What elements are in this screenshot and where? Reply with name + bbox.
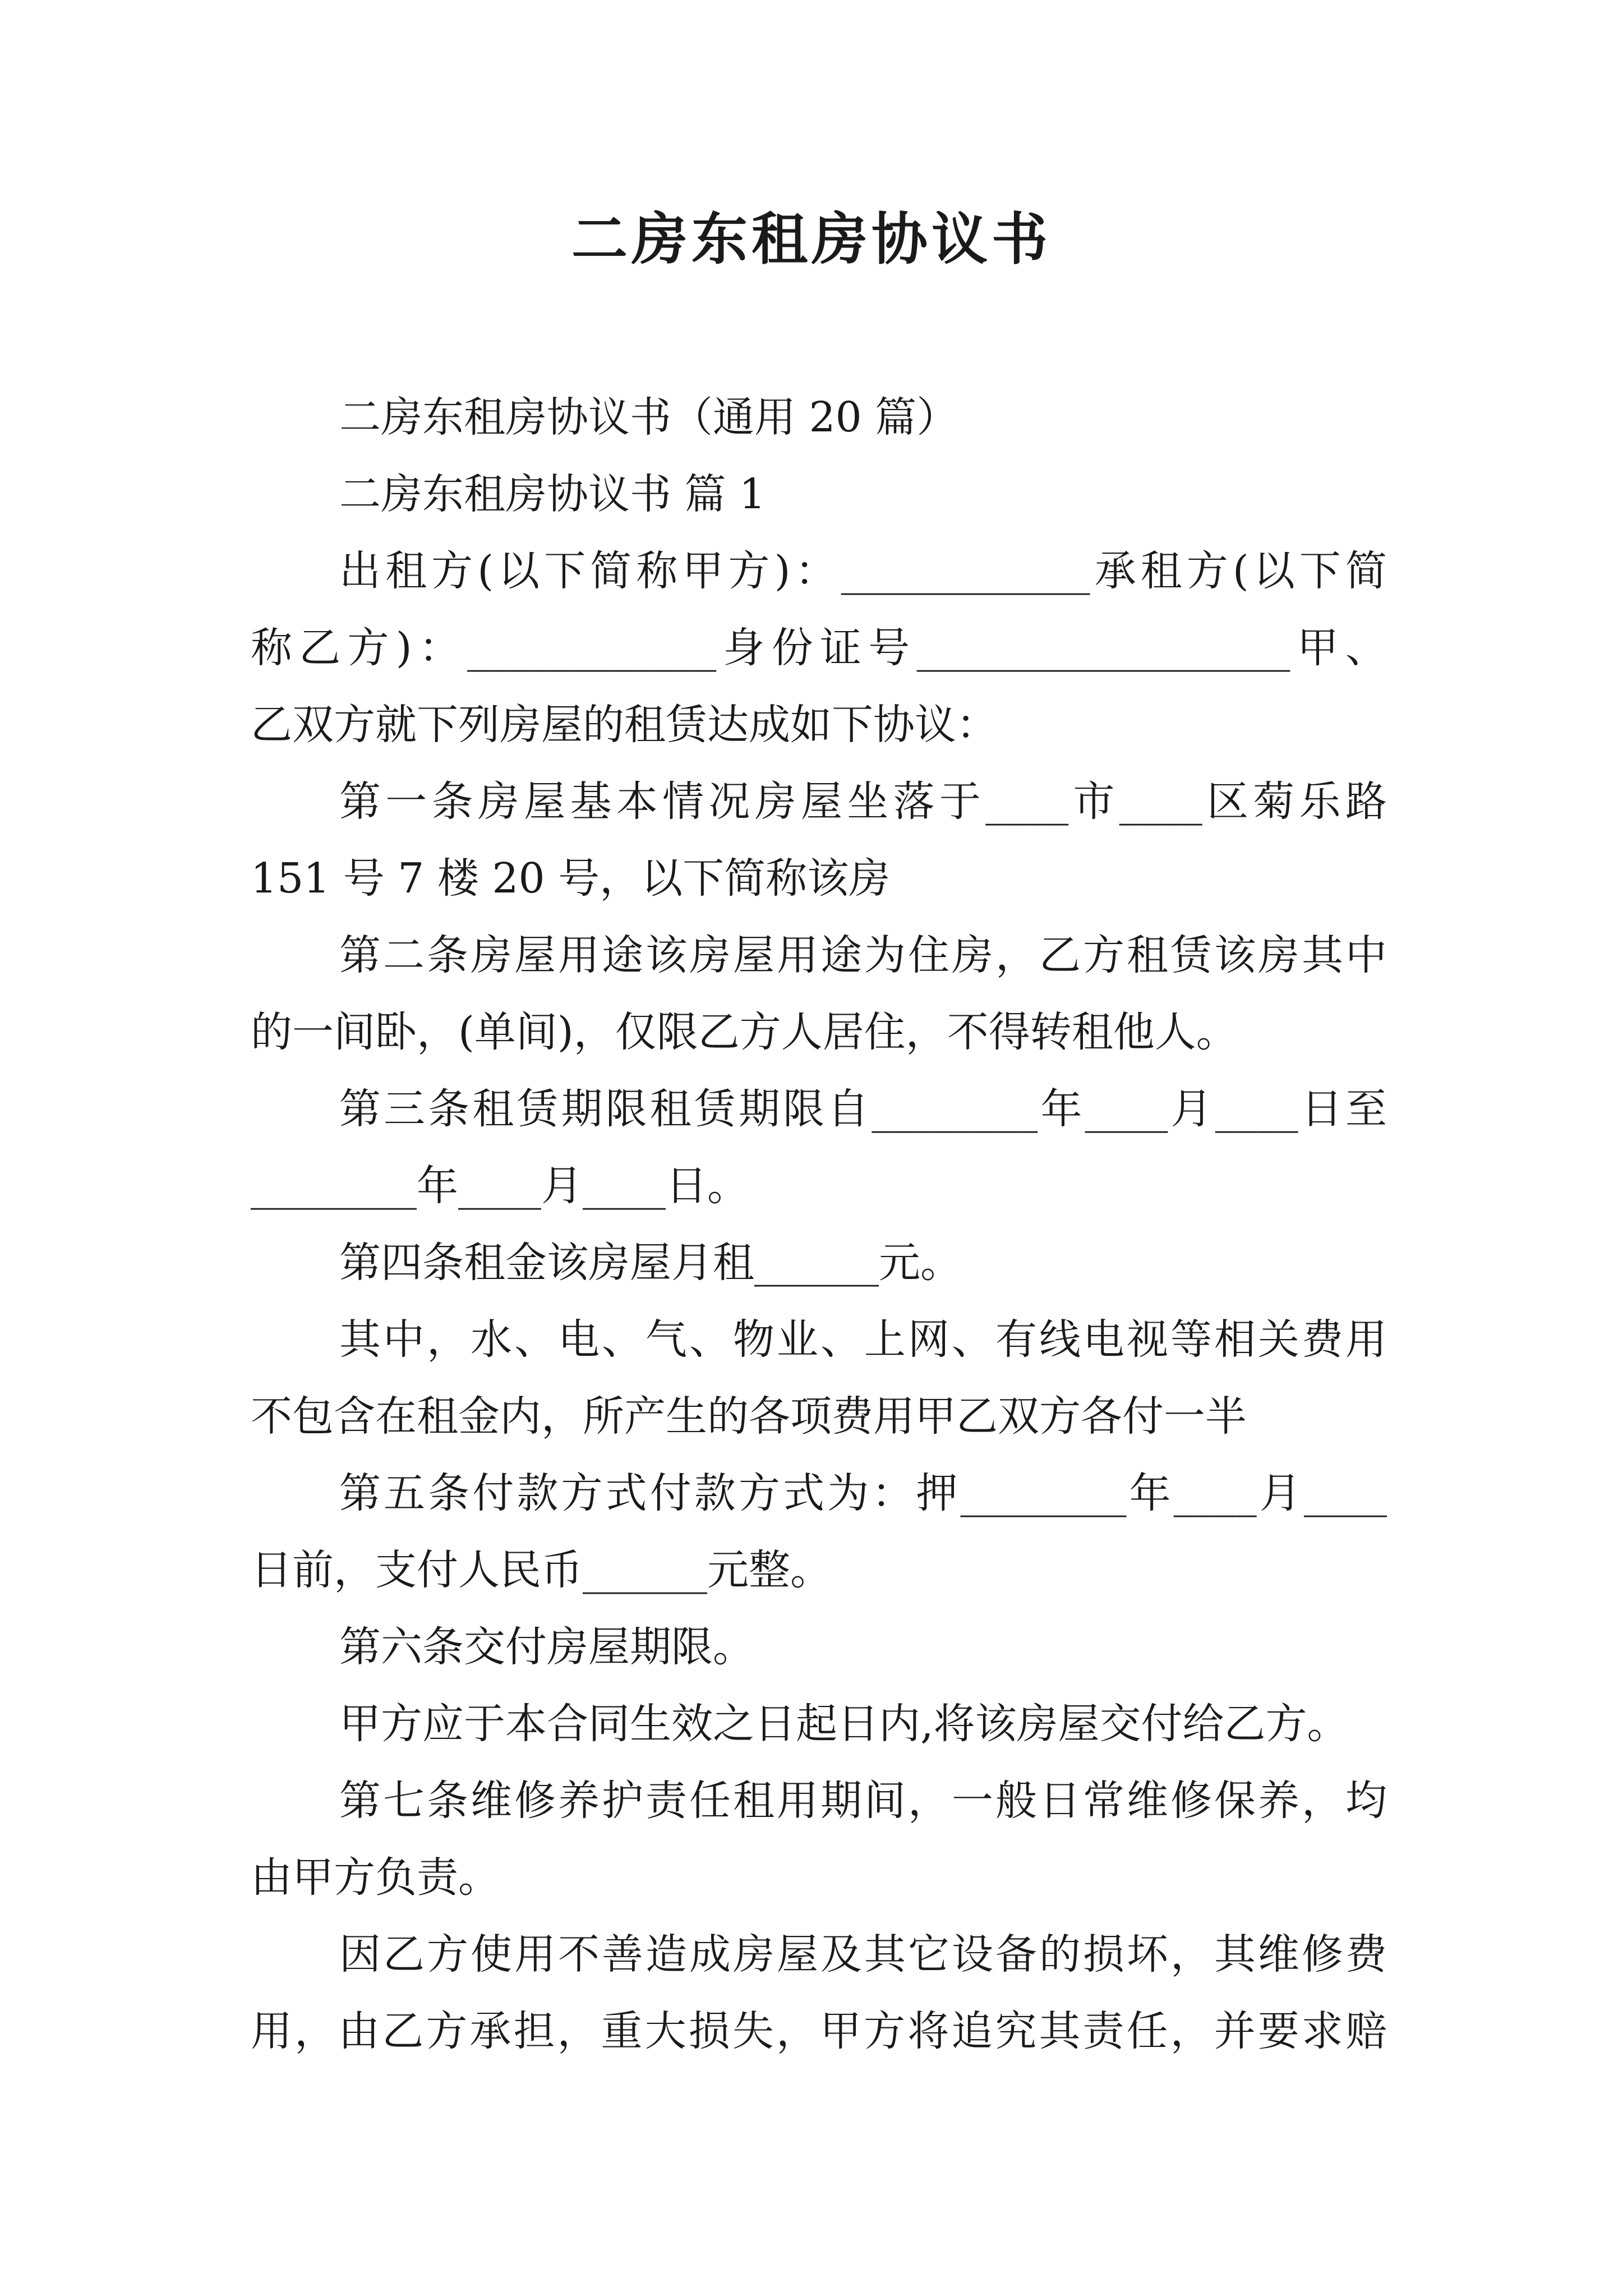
document-body (251, 379, 1387, 2070)
paragraph-line: 不包含在租金内，所产生的各项费用甲乙双方各付一半 (251, 1392, 1247, 1441)
paragraph-line: 第七条维修养护责任租用期间，一般日常维修保养，均 (339, 1777, 1387, 1825)
paragraph-line: 第二条房屋用途该房屋用途为住房，乙方租赁该房其中 (339, 931, 1387, 979)
clause-5-payment (251, 1455, 1387, 1609)
clause-4-rent (251, 1225, 1387, 1301)
paragraph-line: 第四条租金该房屋月租______元。 (339, 1239, 962, 1287)
paragraph-line: 出租方(以下简称甲方)：____________承租方(以下简 (339, 547, 1387, 595)
paragraph-line: 由甲方负责。 (251, 1853, 500, 1902)
paragraph-line: 151 号 7 楼 20 号，以下简称该房 (251, 854, 891, 903)
document-title: 二房东租房协议书 (571, 206, 1052, 272)
paragraph-line: ________年____月____日。 (251, 1162, 749, 1210)
paragraph-line: 称乙方)：____________身份证号__________________甲、 (251, 624, 1387, 672)
paragraph-parties (251, 533, 1387, 763)
clause-3-term (251, 1071, 1387, 1225)
paragraph-line: 甲方应于本合同生效之日起日内,将该房屋交付给乙方。 (339, 1700, 1349, 1748)
paragraph-line: 二房东租房协议书 篇 1 (339, 470, 766, 518)
paragraph-line: 二房东租房协议书（通用 20 篇） (339, 393, 958, 441)
paragraph-line: 乙双方就下列房屋的租赁达成如下协议： (251, 701, 998, 749)
paragraph-line: 的一间卧，(单间)，仅限乙方人居住，不得转租他人。 (251, 1008, 1238, 1056)
paragraph-collection-heading (251, 379, 1387, 456)
paragraph-line: 第五条付款方式付款方式为：押________年____月____ (339, 1469, 1387, 1517)
clause-2-usage (251, 917, 1387, 1071)
clause-6-delivery (251, 1609, 1387, 1686)
paragraph-line: 其中，水、电、气、物业、上网、有线电视等相关费用 (339, 1315, 1387, 1364)
paragraph-line: 因乙方使用不善造成房屋及其它设备的损坏，其维修费 (339, 1930, 1387, 1978)
paragraph-line: 第六条交付房屋期限。 (339, 1623, 754, 1671)
clause-1-property (251, 763, 1387, 917)
clause-7-maintenance (251, 1763, 1387, 1916)
paragraph-line: 用，由乙方承担，重大损失，甲方将追究其责任，并要求赔 (251, 2007, 1387, 2055)
paragraph-article-heading (251, 456, 1387, 533)
paragraph-utilities (251, 1301, 1387, 1455)
paragraph-line: 第三条租赁期限租赁期限自________年____月____日至 (339, 1085, 1387, 1133)
paragraph-damage-liability (251, 1916, 1387, 2070)
paragraph-delivery-detail (251, 1686, 1387, 1763)
paragraph-line: 第一条房屋基本情况房屋坐落于____市____区菊乐路 (339, 777, 1387, 826)
paragraph-line: 日前，支付人民币______元整。 (251, 1546, 832, 1594)
